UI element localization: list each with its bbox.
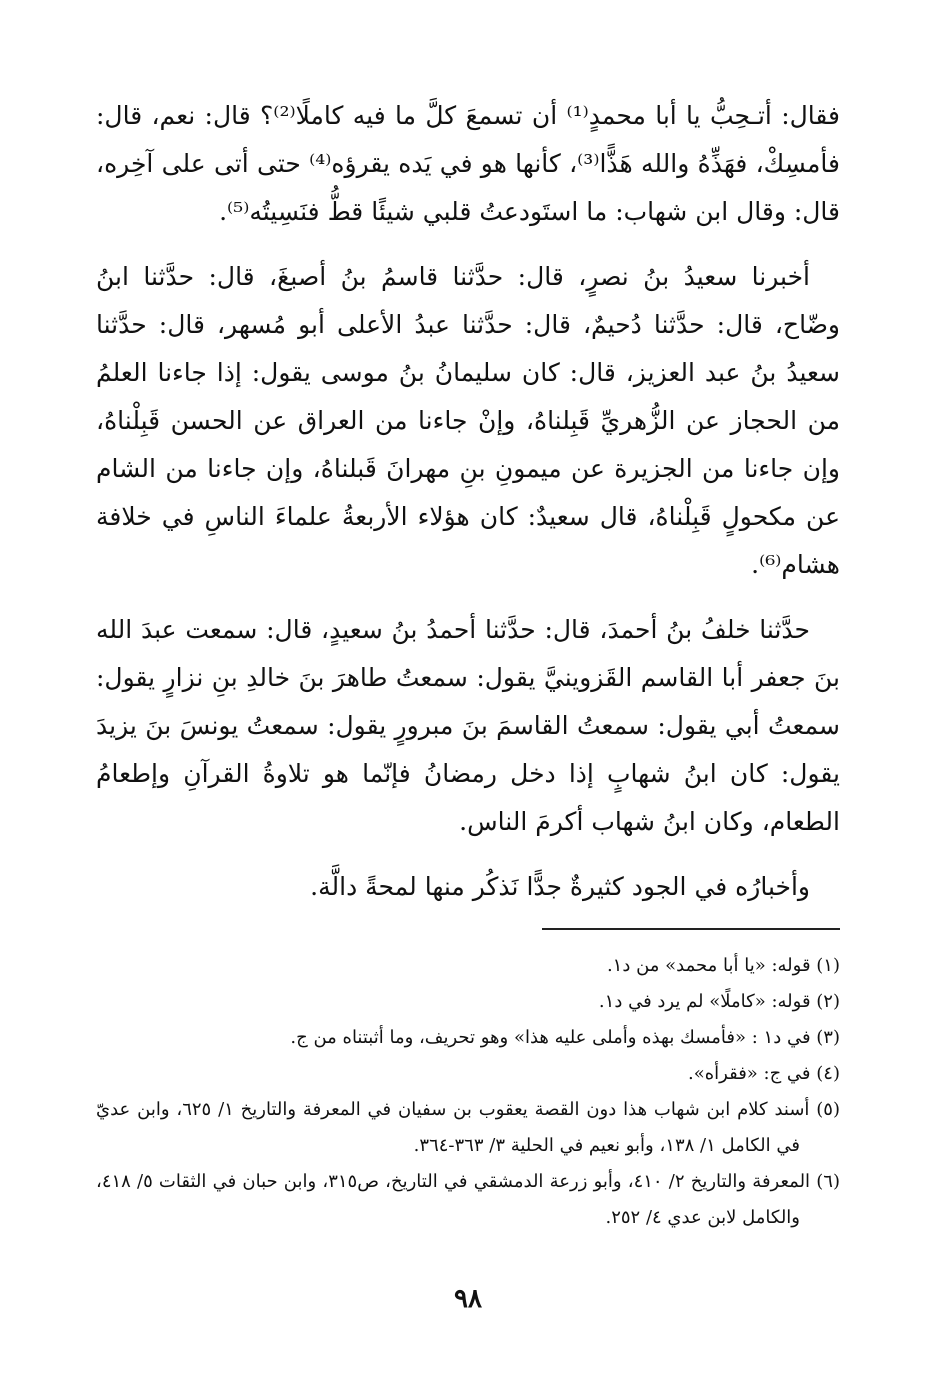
footnote-3: (٣) في د١ : «فأمسك بهذه وأملى عليه هذا» وهو تحريف، وما أثبتناه من ج.: [290, 1027, 840, 1048]
footnote-5: (٥) أسند كلام ابن شهاب هذا دون القصة يعقوب بن سفيان في المعرفة والتاريخ ١/ ٦٢٥، وابن عديّ في الكامل ١/ ١٣٨، وأبو نعيم في الحلية ٣/ ٣٦٣-٣٦٤.: [96, 1099, 840, 1156]
footnote-4: (٤) في ج: «فقرأه».: [687, 1063, 840, 1084]
footnotes-list: [96, 948, 840, 1236]
footnote-6: (٦) المعرفة والتاريخ ٢/ ٤١٠، وأبو زرعة الدمشقي في التاريخ، ص٣١٥، وابن حبان في الثقات ٥/ ٤١٨، والكامل لابن عدي ٤/ ٢٥٢.: [96, 1171, 840, 1228]
page-number: ٩٨: [454, 1284, 482, 1314]
footnote-separator: [542, 928, 840, 930]
footnote-1: (١) قوله: «يا أبا محمد» من د١.: [606, 955, 840, 976]
paragraph-4: وأخبارُه في الجود كثيرةٌ جدًّا نَذكُر منها لمحةً دالَّة.: [310, 872, 810, 901]
paragraph-3: حدَّثنا خلفُ بنُ أحمدَ، قال: حدَّثنا أحمدُ بنُ سعيدٍ، قال: سمعت عبدَ الله بنَ جعفر أبا القاسم القَزوينيَّ يقول: سمعتُ طاهرَ بنَ خالدِ بنِ نزارٍ يقول: سمعتُ أبي يقول: سمعتُ القاسمَ بنَ مبرورٍ يقول: سمعتُ يونسَ بنَ يزيدَ يقول: كان ابنُ شهابٍ إذا دخل رمضانُ فإنّما هو تلاوةُ القرآنِ وإطعامُ الطعام، وكان ابنُ شهاب أكرمَ الناس.: [96, 615, 840, 836]
paragraph-2: أخبرنا سعيدُ بنُ نصرٍ، قال: حدَّثنا قاسمُ بنُ أصبغَ، قال: حدَّثنا ابنُ وضّاح، قال: حدَّثنا دُحيمٌ، قال: حدَّثنا عبدُ الأعلى أبو مُسهر، قال: حدَّثنا سعيدُ بنُ عبد العزيز، قال: كان سليمانُ بنُ موسى يقول: إذا جاءنا العلمُ من الحجاز عن الزُّهريِّ قَبِلناهُ، وإنْ جاءنا من العراق عن الحسن قَبِلْناهُ، وإن جاءنا من الجزيرة عن ميمونِ بنِ مهرانَ قَبلناهُ، وإن جاءنا من الشام عن مكحولٍ قَبِلْناهُ، قال سعيدٌ: كان هؤلاء الأربعةُ علماءَ الناسِ في خلافة هشام⁽⁶⁾.: [96, 262, 840, 579]
book-page: [96, 92, 840, 1332]
main-text: [96, 92, 840, 911]
paragraph-1: فقال: أتـحِبُّ يا أبا محمدٍ⁽¹⁾ أن تسمعَ كلَّ ما فيه كاملًا⁽²⁾؟ قال: نعم، قال: فأمسِكْ، فهَذِّهُ والله هَذًّا⁽³⁾، كأنها هو في يَده يقرؤه⁽⁴⁾ حتى أتى على آخِره، قال: وقال ابن شهاب: ما استَودعتُ قلبي شيئًا قطُّ فنَسِيتُه⁽⁵⁾.: [96, 101, 841, 226]
footnote-2: (٢) قوله: «كاملًا» لم يرد في د١.: [598, 991, 840, 1012]
